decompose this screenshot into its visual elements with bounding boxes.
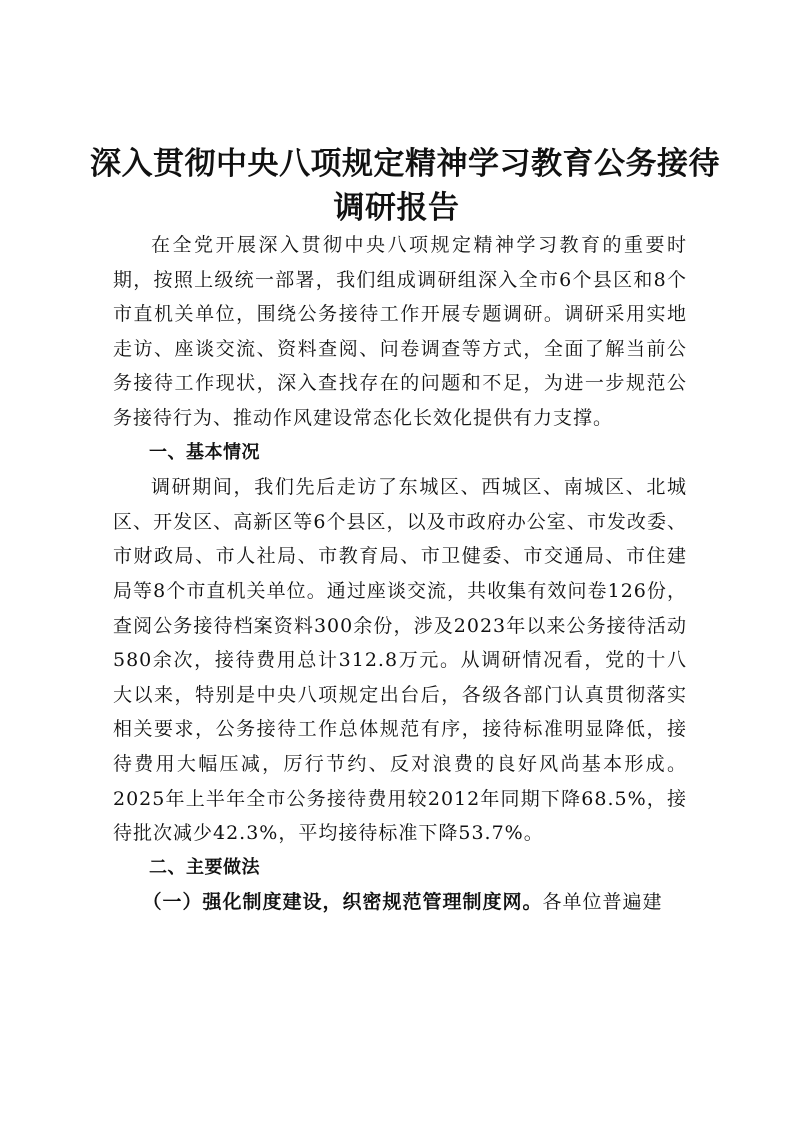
subsection-paragraph [113, 885, 687, 920]
basic-situation-paragraph: 调研期间，我们先后走访了东城区、西城区、南城区、北城区、开发区、高新区等6个县区，以及市政府办公室、市发改委、市财政局、市人社局、市教育局、市卫健委、市交通局、市住建局等8个市直机关单位。通过座谈交流，共收集有效问卷126份，查阅公务接待档案资料300余份，涉及2023年以来公务接待活动580余次，接待费用总计312.8万元。从调研情况看，党的十八大以来，特别是中央八项规定出台后，各级各部门认真贯彻落实相关要求，公务接待工作总体规范有序，接待标准明显降低，接待费用大幅压减，厉行节约、反对浪费的良好风尚基本形成。2025年上半年全市公务接待费用较2012年同期下降68.5%，接待批次减少42.3%，平均接待标准下降53.7%。 [113, 476, 687, 845]
section-heading-main-practices: 二、主要做法 [149, 856, 260, 878]
document-title-line-2: 调研报告 [333, 190, 460, 226]
document-body [113, 228, 687, 920]
subsection-heading: （一）强化制度建设，织密规范管理制度网。 [142, 891, 543, 914]
section-heading-basic-situation: 一、基本情况 [149, 441, 260, 463]
document-title-line-1: 深入贯彻中央八项规定精神学习教育公务接待 [90, 146, 720, 182]
intro-paragraph: 在全党开展深入贯彻中央八项规定精神学习教育的重要时期，按照上级统一部署，我们组成调研组深入全市6个县区和8个市直机关单位，围绕公务接待工作开展专题调研。调研采用实地走访、座谈交流、资料查阅、问卷调查等方式，全面了解当前公务接待工作现状，深入查找存在的问题和不足，为进一步规范公务接待行为、推动作风建设常态化长效化提供有力支撑。 [113, 234, 687, 429]
subsection-body-text: 各单位普遍建 [542, 891, 663, 914]
